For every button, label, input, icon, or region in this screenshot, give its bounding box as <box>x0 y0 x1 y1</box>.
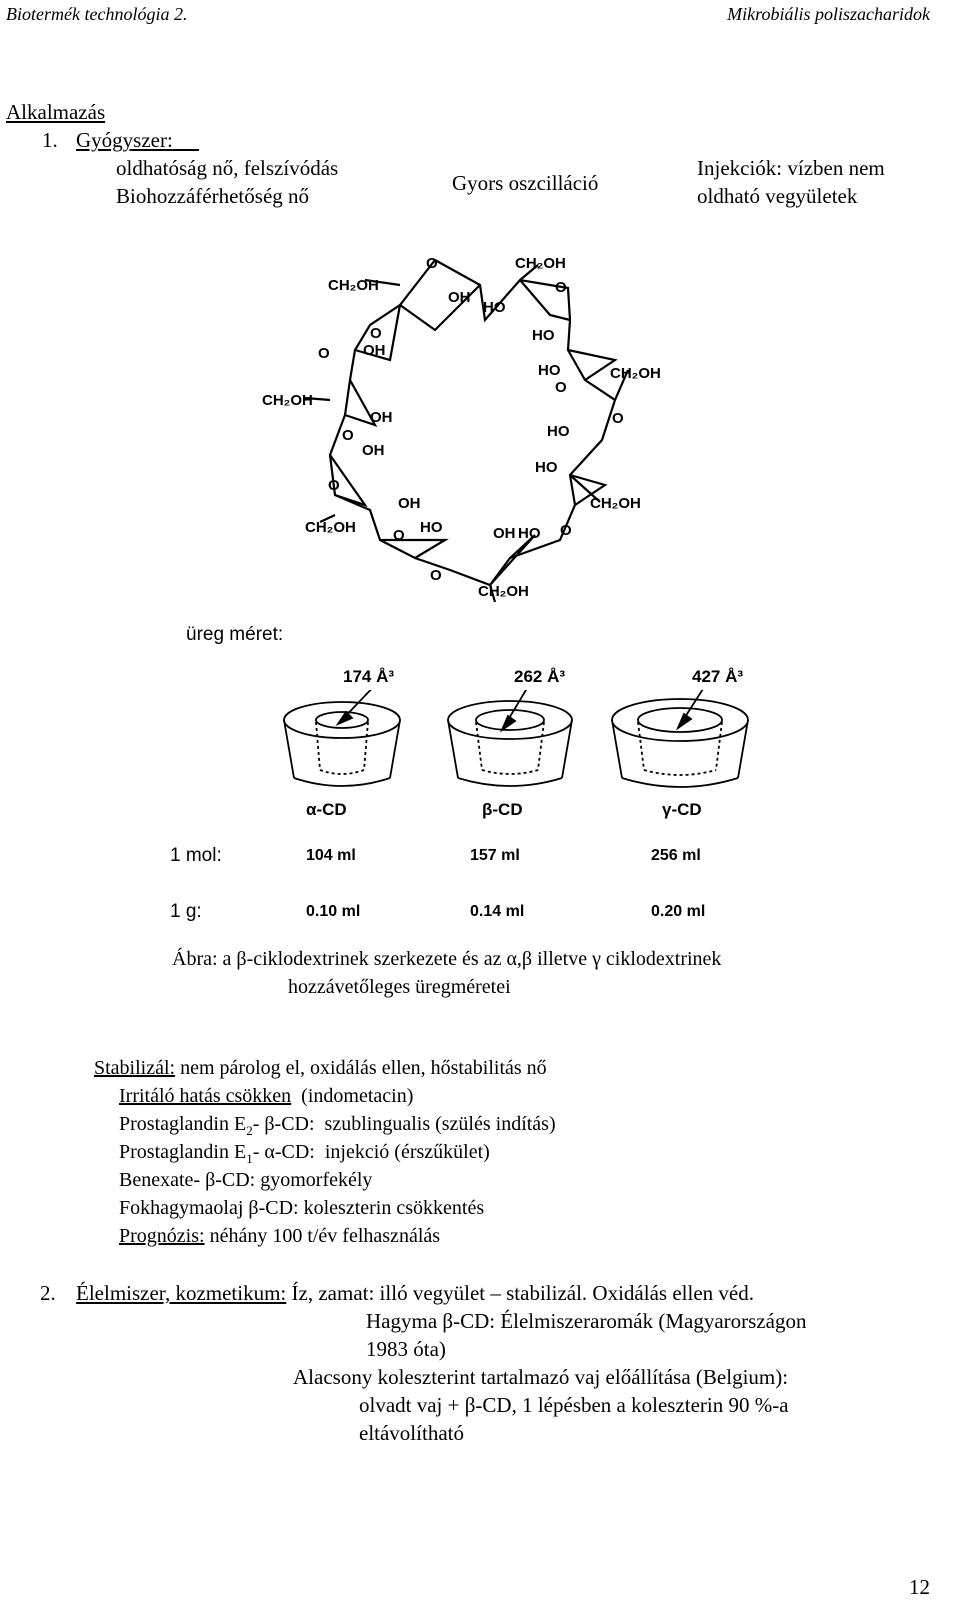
g-label: 1 g: <box>170 901 202 922</box>
ho-label-5: HO <box>535 459 558 476</box>
alpha-mol-value: 104 ml <box>306 847 356 864</box>
gamma-g-value: 0.20 ml <box>651 903 706 920</box>
o-label-9: O <box>393 527 405 544</box>
prognozis-line: Prognózis: néhány 100 t/év felhasználás <box>119 1225 441 1247</box>
gamma-volume: 427 Å³ <box>692 667 744 686</box>
fokhagymaolaj-line: Fokhagymaolaj β-CD: koleszterin csökkentés <box>119 1197 485 1219</box>
cyclodextrin-cavity-cones <box>270 690 770 800</box>
alpha-cd-name: α-CD <box>306 800 347 819</box>
item2-line5: olvadt vaj + β-CD, 1 lépésben a koleszterin 90 %-a <box>359 1393 789 1417</box>
item1-title: Gyógyszer: <box>76 128 173 152</box>
beta-cd-cone <box>448 690 572 786</box>
o-label-1: O <box>426 255 438 272</box>
ch2oh-label-6: CH₂OH <box>590 495 641 512</box>
o-label-6: O <box>328 477 340 494</box>
o-label-11: O <box>560 522 572 539</box>
oh-label-4: OH <box>362 442 385 459</box>
benexate-line: Benexate- β-CD: gyomorfekély <box>119 1169 373 1191</box>
ch2oh-label-1: CH₂OH <box>328 277 379 294</box>
gamma-mol-value: 256 ml <box>651 847 701 864</box>
page-number: 12 <box>909 1575 930 1599</box>
alpha-cd-cone <box>284 690 400 786</box>
item1-number: 1. <box>42 128 58 152</box>
caption-line2: hozzávetőleges üregméretei <box>288 976 511 998</box>
prostaglandin-e1-line: Prostaglandin $E_1-$ α-CD: injekció (érszűkület) <box>119 1141 490 1166</box>
alpha-volume: 174 Å³ <box>343 667 395 686</box>
item1-col3-line1: Injekciók: vízben nem <box>697 156 885 180</box>
item2-line4: Alacsony koleszterint tartalmazó vaj előállítása (Belgium): <box>293 1365 789 1389</box>
cavity-label: üreg méret: <box>186 624 284 645</box>
oh-label-6: OH <box>493 525 516 542</box>
o-label-8: O <box>555 379 567 396</box>
gamma-cd-name: γ-CD <box>662 800 702 819</box>
item1-col1-line2: Biohozzáférhetőség nő <box>116 184 310 208</box>
oh-label-2: OH <box>363 342 386 359</box>
o-label-4: O <box>318 345 330 362</box>
beta-volume: 262 Å³ <box>514 667 566 686</box>
item2-line6: eltávolítható <box>359 1421 464 1445</box>
item2-line3: 1983 óta) <box>366 1337 446 1361</box>
ho-label-4: HO <box>547 423 570 440</box>
header-left: Biotermék technológia 2. <box>6 4 188 24</box>
beta-cd-name: β-CD <box>482 800 523 819</box>
alpha-g-value: 0.10 ml <box>306 903 361 920</box>
item2-number: 2. <box>40 1281 56 1305</box>
ch2oh-label-2: CH₂OH <box>515 255 566 272</box>
item1-col2: Gyors oszcilláció <box>452 171 599 195</box>
ch2oh-label-7: CH₂OH <box>478 583 529 600</box>
ho-label-3: HO <box>538 362 561 379</box>
gamma-cd-cone <box>612 690 748 787</box>
beta-cyclodextrin-structure <box>250 240 690 610</box>
irritalo-line: Irritáló hatás csökken (indometacin) <box>119 1085 414 1107</box>
beta-mol-value: 157 ml <box>470 847 520 864</box>
ch2oh-label-4: CH₂OH <box>610 365 661 382</box>
oh-label-1: OH <box>448 289 471 306</box>
prostaglandin-e2-line: Prostaglandin $E_2-$ β-CD: szublingualis (szülés indítás) <box>119 1113 556 1138</box>
item2-line1: Élelmiszer, kozmetikum: Íz, zamat: illó vegyület – stabilizál. Oxidálás ellen véd. <box>76 1281 754 1305</box>
o-label-2: O <box>555 279 567 296</box>
ho-label-7: HO <box>518 525 541 542</box>
ch2oh-label-3: CH₂OH <box>262 392 313 409</box>
ho-label-1: HO <box>483 299 506 316</box>
header-right: Mikrobiális poliszacharidok <box>727 4 930 24</box>
item1-col3-line2: oldható vegyületek <box>697 184 858 208</box>
o-label-5: O <box>342 427 354 444</box>
ho-label-6: HO <box>420 519 443 536</box>
section-title: Alkalmazás <box>6 100 106 124</box>
ho-label-2: HO <box>532 327 555 344</box>
oh-label-3: OH <box>370 409 393 426</box>
item1-col1-line1: oldhatóság nő, felszívódás <box>116 156 339 180</box>
o-label-3: O <box>370 325 382 342</box>
oh-label-5: OH <box>398 495 421 512</box>
o-label-7: O <box>612 410 624 427</box>
beta-g-value: 0.14 ml <box>470 903 525 920</box>
mol-label: 1 mol: <box>170 845 222 866</box>
stabilizal-line: Stabilizál: nem párolog el, oxidálás ellen, hőstabilitás nő <box>94 1057 547 1079</box>
caption-line1: Ábra: a β-ciklodextrinek szerkezete és az α,β illetve γ ciklodextrinek <box>172 948 722 970</box>
o-label-10: O <box>430 567 442 584</box>
ch2oh-label-5: CH₂OH <box>305 519 356 536</box>
item2-line2: Hagyma β-CD: Élelmiszeraromák (Magyarországon <box>366 1309 807 1333</box>
